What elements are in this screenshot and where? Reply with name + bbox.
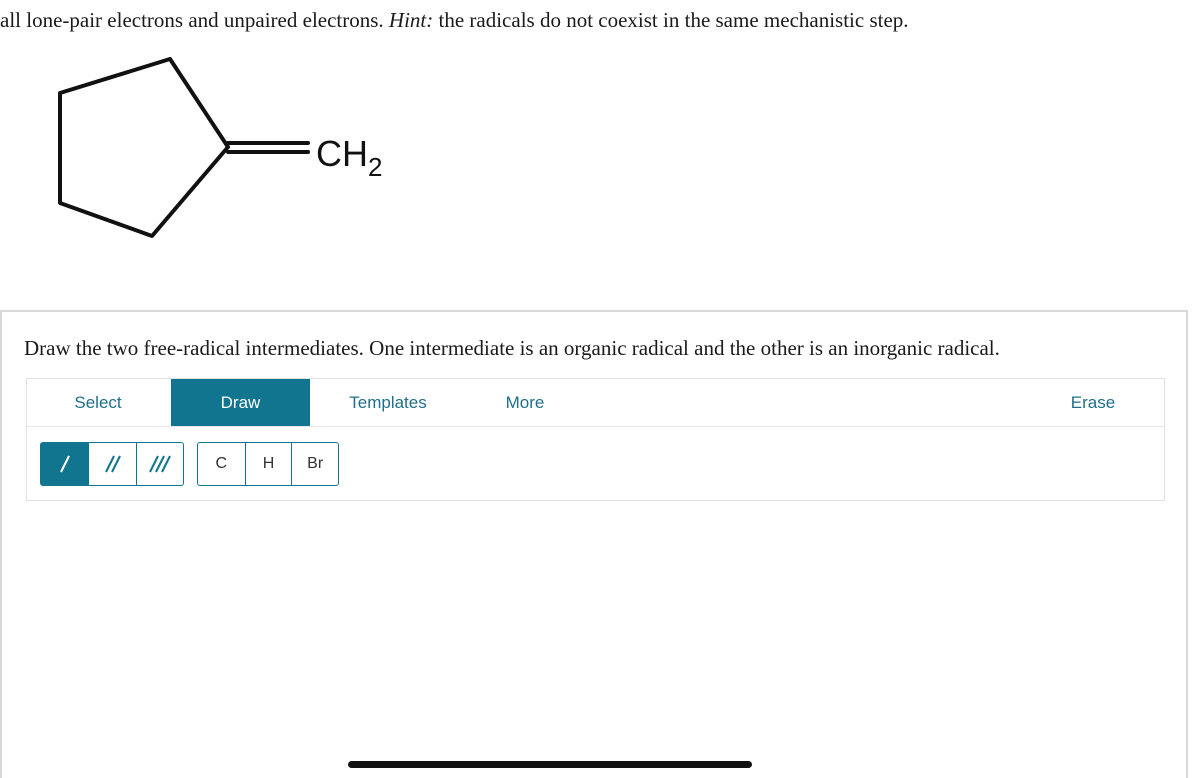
tab-draw[interactable]: Draw (171, 379, 310, 426)
molecule-editor[interactable] (26, 378, 1165, 501)
tab-erase[interactable]: Erase (1070, 393, 1116, 412)
ring-bonds (60, 59, 228, 236)
double-bond-button[interactable] (88, 443, 135, 485)
double-bond-icon (102, 453, 124, 475)
atom-c-button[interactable]: C (215, 455, 228, 472)
question-prompt: Draw the two free-radical intermediates. One intermediate is an organic radical and the other is an inorganic radical. (24, 336, 1000, 360)
triple-bond-button[interactable] (136, 443, 183, 485)
triple-bond-icon (148, 453, 172, 475)
single-bond-button[interactable] (41, 443, 88, 485)
atom-br-button[interactable]: Br (291, 443, 338, 485)
intro-text (0, 8, 1200, 33)
ch2-label: $CH_2$ (316, 133, 383, 182)
hint-text: the radicals do not coexist in the same mechanistic step. (433, 8, 909, 32)
tab-templates[interactable]: Templates (349, 393, 427, 412)
editor-menubar (27, 379, 1164, 427)
atom-tool-group (197, 442, 339, 486)
single-bond-icon (55, 453, 75, 475)
atom-h-button[interactable]: H (245, 443, 292, 485)
scroll-indicator[interactable] (348, 761, 752, 768)
bond-tool-group (40, 442, 184, 486)
hint-label: Hint: (388, 8, 434, 32)
tab-select[interactable]: Select (74, 393, 122, 412)
methylenecyclopentane-structure (50, 55, 410, 245)
tab-more[interactable]: More (505, 393, 545, 412)
intro-lead: all lone-pair electrons and unpaired electrons. (0, 8, 389, 32)
